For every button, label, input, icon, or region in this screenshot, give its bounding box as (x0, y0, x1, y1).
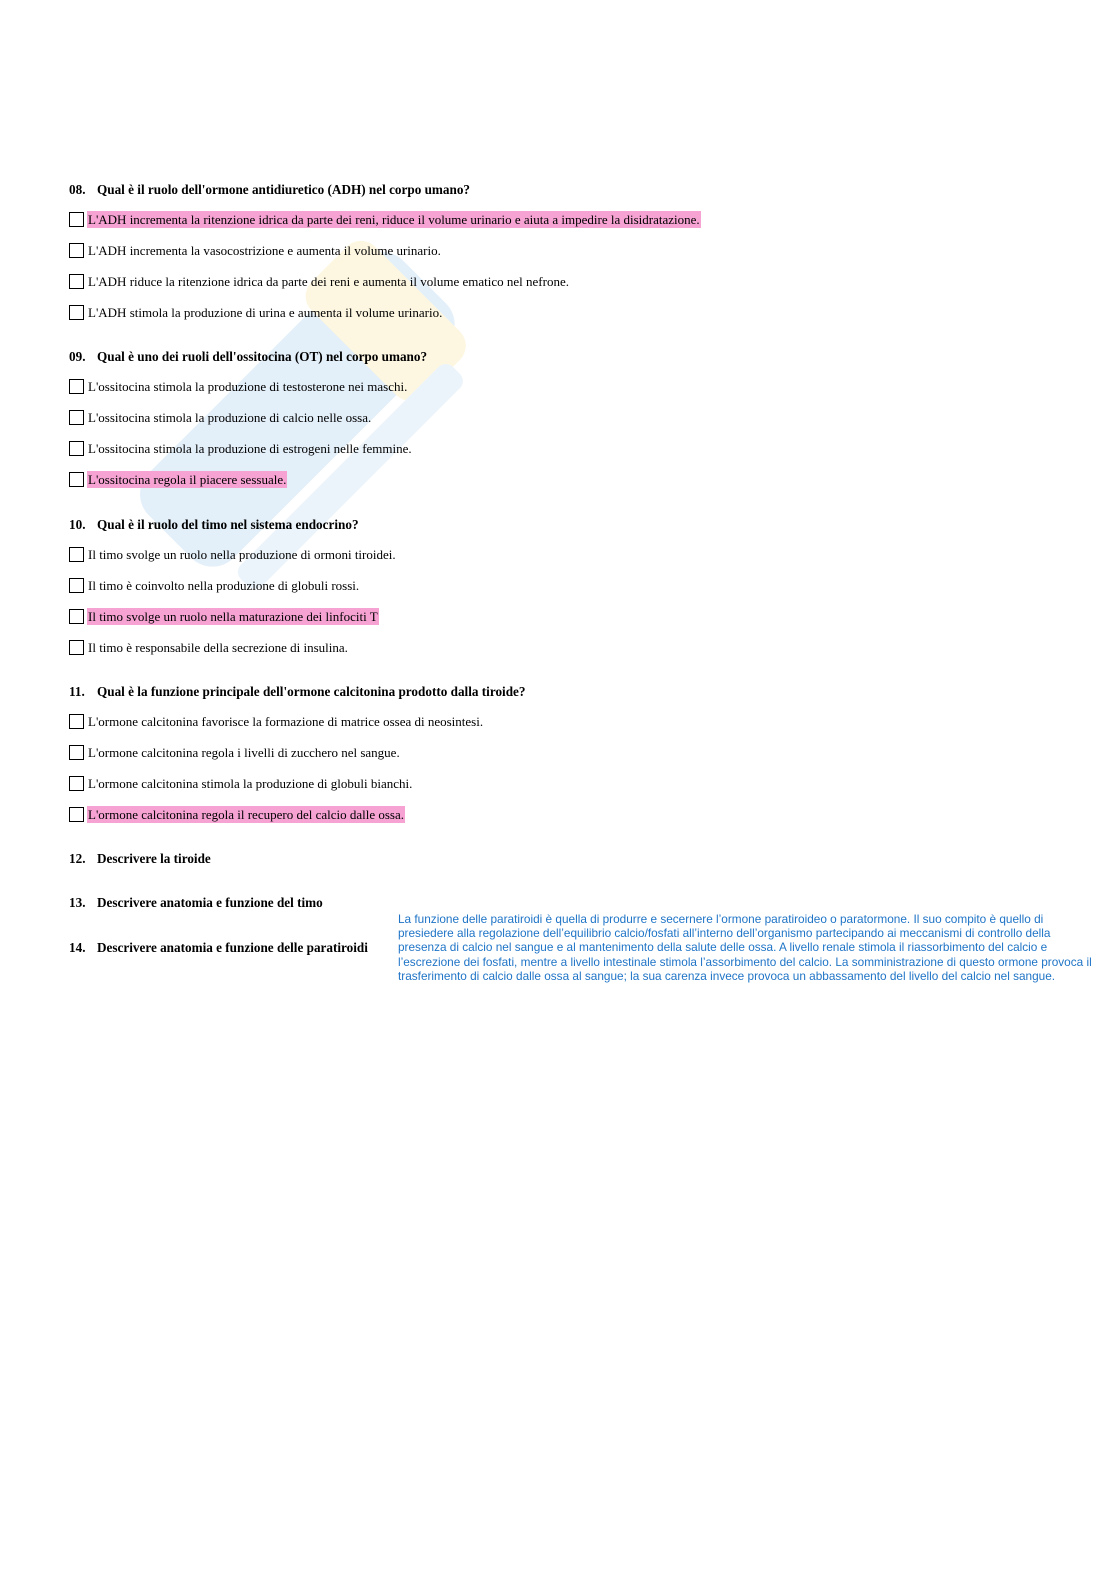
question-11-option-4[interactable] (69, 805, 405, 823)
option-text: L'ossitocina stimola la produzione di estrogeni nelle femmine. (88, 440, 412, 456)
question-11-option-3[interactable] (69, 774, 413, 792)
option-text: L'ormone calcitonina favorisce la formazione di matrice ossea di neosintesi. (88, 713, 484, 729)
question-13-title: 13. Descrivere anatomia e funzione del timo (69, 895, 323, 910)
question-08-option-4[interactable] (69, 303, 443, 321)
question-09-title: 09. Qual è uno dei ruoli dell'ossitocina (OT) nel corpo umano? (69, 349, 428, 364)
question-09-option-3[interactable] (69, 439, 413, 457)
question-08-option-3[interactable] (69, 272, 570, 290)
answer-14-text: La funzione delle paratiroidi è quella di produrre e secernere l’ormone paratiroideo o paratormone. Il suo compito è quello di presiedere alla regolazione dell’equilibrio calcio/fosfati all’interno dell’organismo partecipando ai meccanismi di controllo della presenza di calcio nel sangue e al mantenimento della salute delle ossa. A livello renale stimola il riassorbimento del calcio e l’escrezione dei fosfati, mentre a livello intestinale stimola l’assorbimento del calcio. La somministrazione di questo ormone provoca il trasferimento di calcio dalle ossa al sangue; la sua carenza invece provoca un abbassamento del livello del calcio nel sangue. (398, 912, 1092, 983)
checkbox[interactable] (69, 807, 84, 822)
question-10-option-2[interactable] (69, 576, 360, 594)
question-12-title: 12. Descrivere la tiroide (69, 851, 211, 866)
checkbox[interactable] (69, 410, 84, 425)
checkbox[interactable] (69, 274, 84, 289)
option-text: Il timo svolge un ruolo nella maturazione dei linfociti T (88, 608, 378, 624)
question-11-title: 11. Qual è la funzione principale dell'ormone calcitonina prodotto dalla tiroide? (69, 684, 526, 699)
option-text: L'ADH incrementa la vasocostrizione e aumenta il volume urinario. (88, 242, 441, 258)
question-08-option-2[interactable] (69, 241, 442, 259)
option-text: L'ADH incrementa la ritenzione idrica da parte dei reni, riduce il volume urinario e aiuta a impedire la disidratazione. (88, 211, 700, 227)
checkbox[interactable] (69, 212, 84, 227)
question-08-title: 08. Qual è il ruolo dell'ormone antidiuretico (ADH) nel corpo umano? (69, 182, 471, 197)
checkbox[interactable] (69, 472, 84, 487)
option-text: Il timo è responsabile della secrezione di insulina. (88, 639, 348, 655)
option-text: Il timo è coinvolto nella produzione di globuli rossi. (88, 577, 360, 593)
option-text: L'ossitocina stimola la produzione di testosterone nei maschi. (88, 378, 408, 394)
option-text: Il timo svolge un ruolo nella produzione di ormoni tiroidei. (88, 546, 396, 562)
option-text: L'ADH riduce la ritenzione idrica da parte dei reni e aumenta il volume ematico nel nefrone. (88, 273, 569, 289)
question-08-option-1[interactable] (69, 210, 701, 228)
question-10-option-4[interactable] (69, 638, 349, 656)
option-text: L'ormone calcitonina stimola la produzione di globuli bianchi. (88, 775, 413, 791)
question-10-option-3[interactable] (69, 607, 379, 625)
option-text: L'ormone calcitonina regola il recupero del calcio dalle ossa. (88, 806, 405, 822)
question-10-title: 10. Qual è il ruolo del timo nel sistema endocrino? (69, 517, 359, 532)
checkbox[interactable] (69, 305, 84, 320)
question-14-title: 14. Descrivere anatomia e funzione delle paratiroidi (69, 940, 368, 955)
checkbox[interactable] (69, 640, 84, 655)
question-11-option-2[interactable] (69, 743, 401, 761)
checkbox[interactable] (69, 547, 84, 562)
option-text: L'ossitocina stimola la produzione di calcio nelle ossa. (88, 409, 372, 425)
option-text: L'ADH stimola la produzione di urina e aumenta il volume urinario. (88, 304, 443, 320)
checkbox[interactable] (69, 441, 84, 456)
checkbox[interactable] (69, 578, 84, 593)
checkbox[interactable] (69, 379, 84, 394)
checkbox[interactable] (69, 745, 84, 760)
question-11-option-1[interactable] (69, 712, 484, 730)
question-09-option-1[interactable] (69, 377, 408, 395)
question-10-option-1[interactable] (69, 545, 397, 563)
checkbox[interactable] (69, 714, 84, 729)
question-09-option-2[interactable] (69, 408, 372, 426)
question-09-option-4[interactable] (69, 470, 287, 488)
checkbox[interactable] (69, 243, 84, 258)
option-text: L'ormone calcitonina regola i livelli di zucchero nel sangue. (88, 744, 400, 760)
checkbox[interactable] (69, 609, 84, 624)
checkbox[interactable] (69, 776, 84, 791)
option-text: L'ossitocina regola il piacere sessuale. (88, 471, 287, 487)
